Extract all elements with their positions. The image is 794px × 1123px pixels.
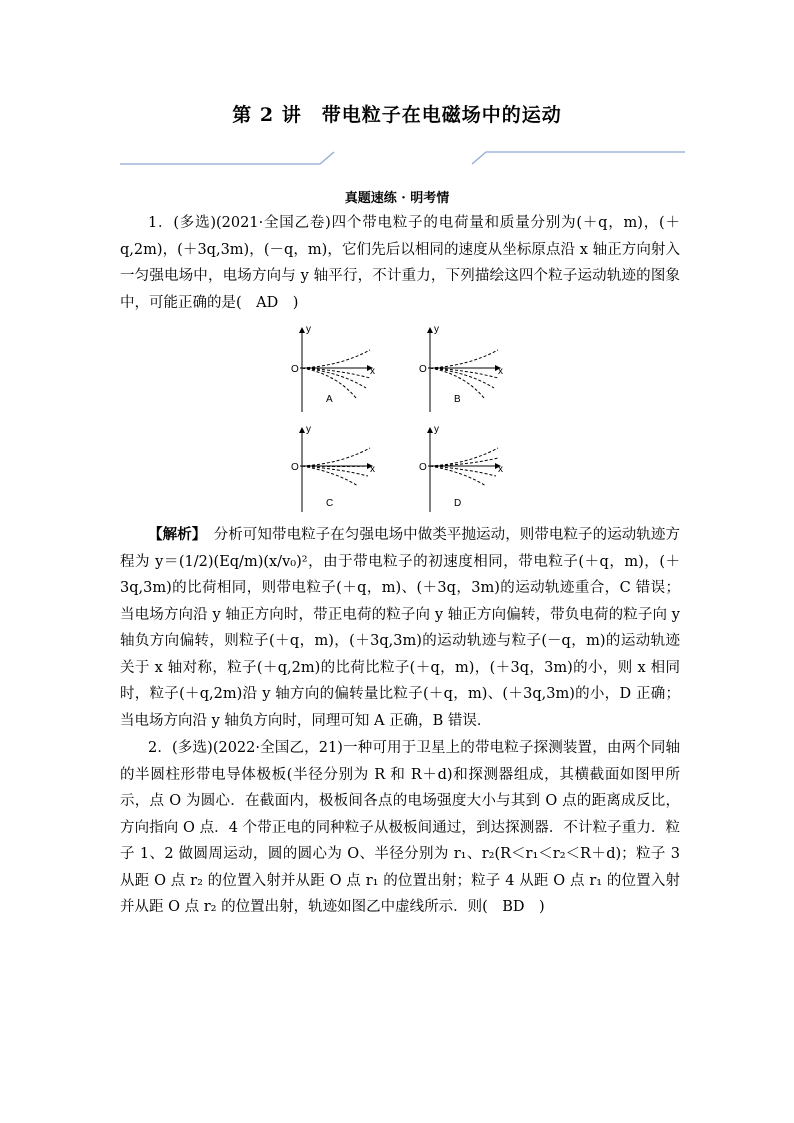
question-2 bbox=[120, 735, 680, 921]
graph-b-y-label: y bbox=[434, 324, 439, 335]
analysis bbox=[120, 522, 680, 734]
question-1 bbox=[120, 210, 680, 316]
page-title: 第 2 讲 带电粒子在电磁场中的运动 bbox=[232, 104, 562, 126]
question-1-graphs bbox=[280, 322, 510, 522]
graph-a bbox=[291, 324, 375, 412]
graph-b-label: B bbox=[454, 394, 461, 405]
graph-c-origin: O bbox=[291, 462, 299, 473]
graph-c-label: C bbox=[326, 498, 334, 509]
graph-d-y-label: y bbox=[434, 424, 439, 435]
graph-b bbox=[419, 324, 503, 412]
graph-a-label: A bbox=[326, 394, 333, 405]
graph-c-y-label: y bbox=[306, 424, 311, 435]
analysis-text: 分析可知带电粒子在匀强电场中做类平抛运动，则带电粒子的运动轨迹方程为 y＝(1/2)(Eq/m)(x/v₀)²，由于带电粒子的初速度相同，带电粒子(＋q，m)，(＋3q,3m)的比荷相同，则带电粒子(＋q，m)、(＋3q，3m)的运动轨迹重合，C 错误；当电场方向沿 y 轴正方向时，带正电荷的粒子向 y 轴正方向偏转，带负电荷的粒子向 y 轴负方向偏转，则粒子(＋q，m)，(＋3q,3m)的运动轨迹与粒子(－q，m)的运动轨迹关于 x 轴对称，粒子(＋q,2m)的比荷比粒子(＋q，m)，(＋3q，3m)的小，则 x 相同时，粒子(＋q,2m)沿 y 轴方向的偏转量比粒子(＋q，m)、(＋3q,3m)的小，D 正确；当电场方向沿 y 轴负方向时，同理可知 A 正确，B 错误． bbox=[120, 527, 681, 729]
graph-b-x-label: x bbox=[498, 366, 503, 377]
graph-d-x-label: x bbox=[498, 464, 503, 475]
graph-d-origin: O bbox=[419, 462, 427, 473]
graph-a-x-label: x bbox=[370, 366, 375, 377]
question-1-text: 1．(多选)(2021·全国乙卷)四个带电粒子的电荷量和质量分别为(＋q，m)，(＋q,2m)，(＋3q,3m)，(－q，m)，它们先后以相同的速度从坐标原点沿 x 轴正方向射入一匀强电场中，电场方向与 y 轴平行，不计重力，下列描绘这四个粒子运动轨迹的图象中，可能正确的是( AD ) bbox=[120, 215, 680, 311]
analysis-tag: 【解析】 bbox=[148, 526, 200, 543]
graph-a-origin: O bbox=[291, 364, 299, 375]
graph-b-origin: O bbox=[419, 364, 427, 375]
graph-a-y-label: y bbox=[306, 324, 311, 335]
question-2-text: 2．(多选)(2022·全国乙，21)一种可用于卫星上的带电粒子探测装置，由两个同轴的半圆柱形带电导体极板(半径分别为 R 和 R＋d)和探测器组成，其横截面如图甲所示，点 O 为圆心．在截面内，极板间各点的电场强度大小与其到 O 点的距离成反比，方向指向 O 点．4 个带正电的同种粒子从极板间通过，到达探测器．不计粒子重力．粒子 1、2 做圆周运动，圆的圆心为 O、半径分别为 r₁、r₂(R＜r₁＜r₂＜R＋d)；粒子 3 从距 O 点 r₂ 的位置入射并从距 O 点 r₁ 的位置出射；粒子 4 从距 O 点 r₁ 的位置入射并从距 O 点 r₂ 的位置出射，轨迹如图乙中虚线所示．则( BD ) bbox=[120, 740, 680, 915]
graph-d-label: D bbox=[454, 498, 462, 509]
header-divider bbox=[120, 148, 685, 170]
section-heading: 真题速练 · 明考情 bbox=[344, 191, 450, 206]
graph-d bbox=[419, 424, 503, 512]
graph-c-x-label: x bbox=[370, 464, 375, 475]
graph-c bbox=[291, 424, 375, 512]
